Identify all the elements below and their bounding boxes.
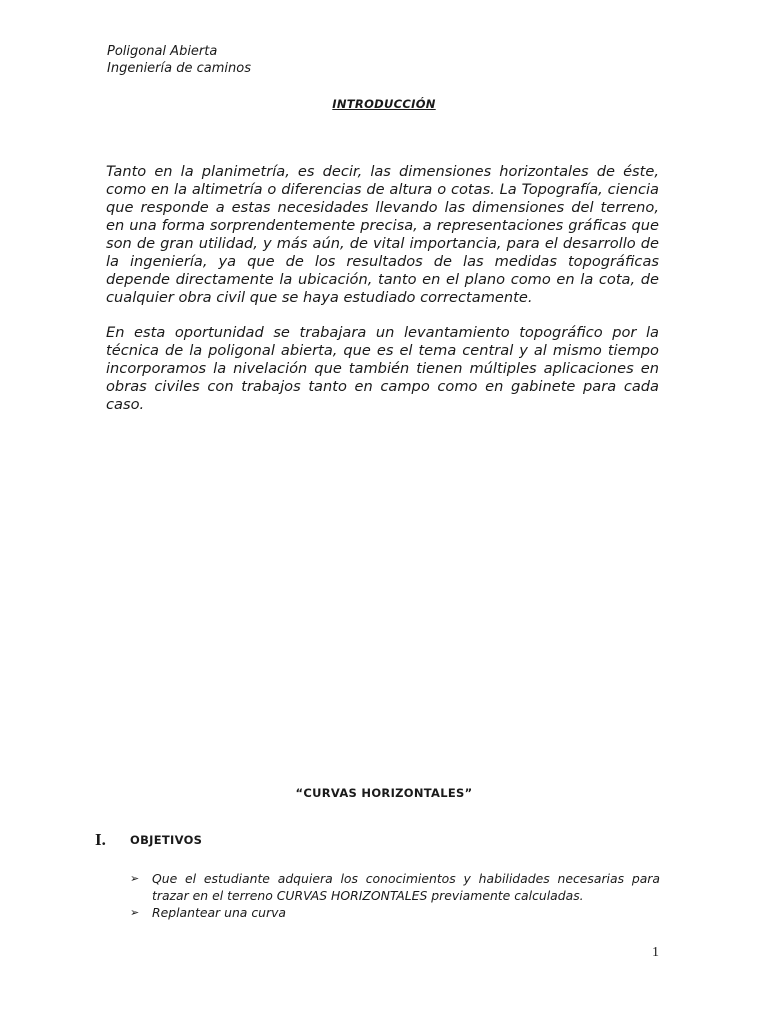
objective-1-text: Que el estudiante adquiera los conocimientos y habilidades necesarias para trazar en el terreno xyxy=(152,871,660,903)
arrowhead-bullet-icon: ➢ xyxy=(130,906,140,919)
header-subtitle: Ingeniería de caminos xyxy=(107,61,251,76)
objective-2-text: Replantear una curva xyxy=(152,905,287,920)
objectives-list xyxy=(130,870,660,921)
list-item xyxy=(130,870,660,904)
arrowhead-bullet-icon: ➢ xyxy=(130,872,140,885)
objective-1-suffix: previamente calculadas. xyxy=(427,888,584,903)
section-numeral: I. xyxy=(95,830,106,849)
introduction-heading: INTRODUCCIÓN xyxy=(332,97,436,111)
intro-paragraph-1: Tanto en la planimetría, es decir, las dimensiones horizontales de éste, como en la altimetría o diferencias de altura o cotas. La Topografía, ciencia que responde a estas necesidades llevando las dimensiones del terreno, en una forma sorprendentemente precisa, a representaciones gráficas que son de gran utilidad, y más aún, de vital importancia, para el desarrollo de la ingeniería, ya que de los resultados de las medidas topográficas depende directamente la ubicación, tanto en el plano como en la cota, de cualquier obra civil que se haya estudiado correctamente. xyxy=(106,163,659,306)
section-title: “CURVAS HORIZONTALES” xyxy=(295,786,473,800)
objectives-heading: OBJETIVOS xyxy=(130,833,203,847)
document-header xyxy=(107,43,251,77)
objective-1-emphasis: CURVAS HORIZONTALES xyxy=(276,888,428,903)
intro-paragraph-2: En esta oportunidad se trabajara un levantamiento topográfico por la técnica de la poligonal abierta, que es el tema central y al mismo tiempo incorporamos la nivelación que también tienen múltiples aplicaciones en obras civiles con trabajos tanto en campo como en gabinete para cada caso. xyxy=(106,324,659,413)
list-item xyxy=(130,904,660,921)
page-number: 1 xyxy=(652,945,659,960)
header-title: Poligonal Abierta xyxy=(107,44,218,59)
